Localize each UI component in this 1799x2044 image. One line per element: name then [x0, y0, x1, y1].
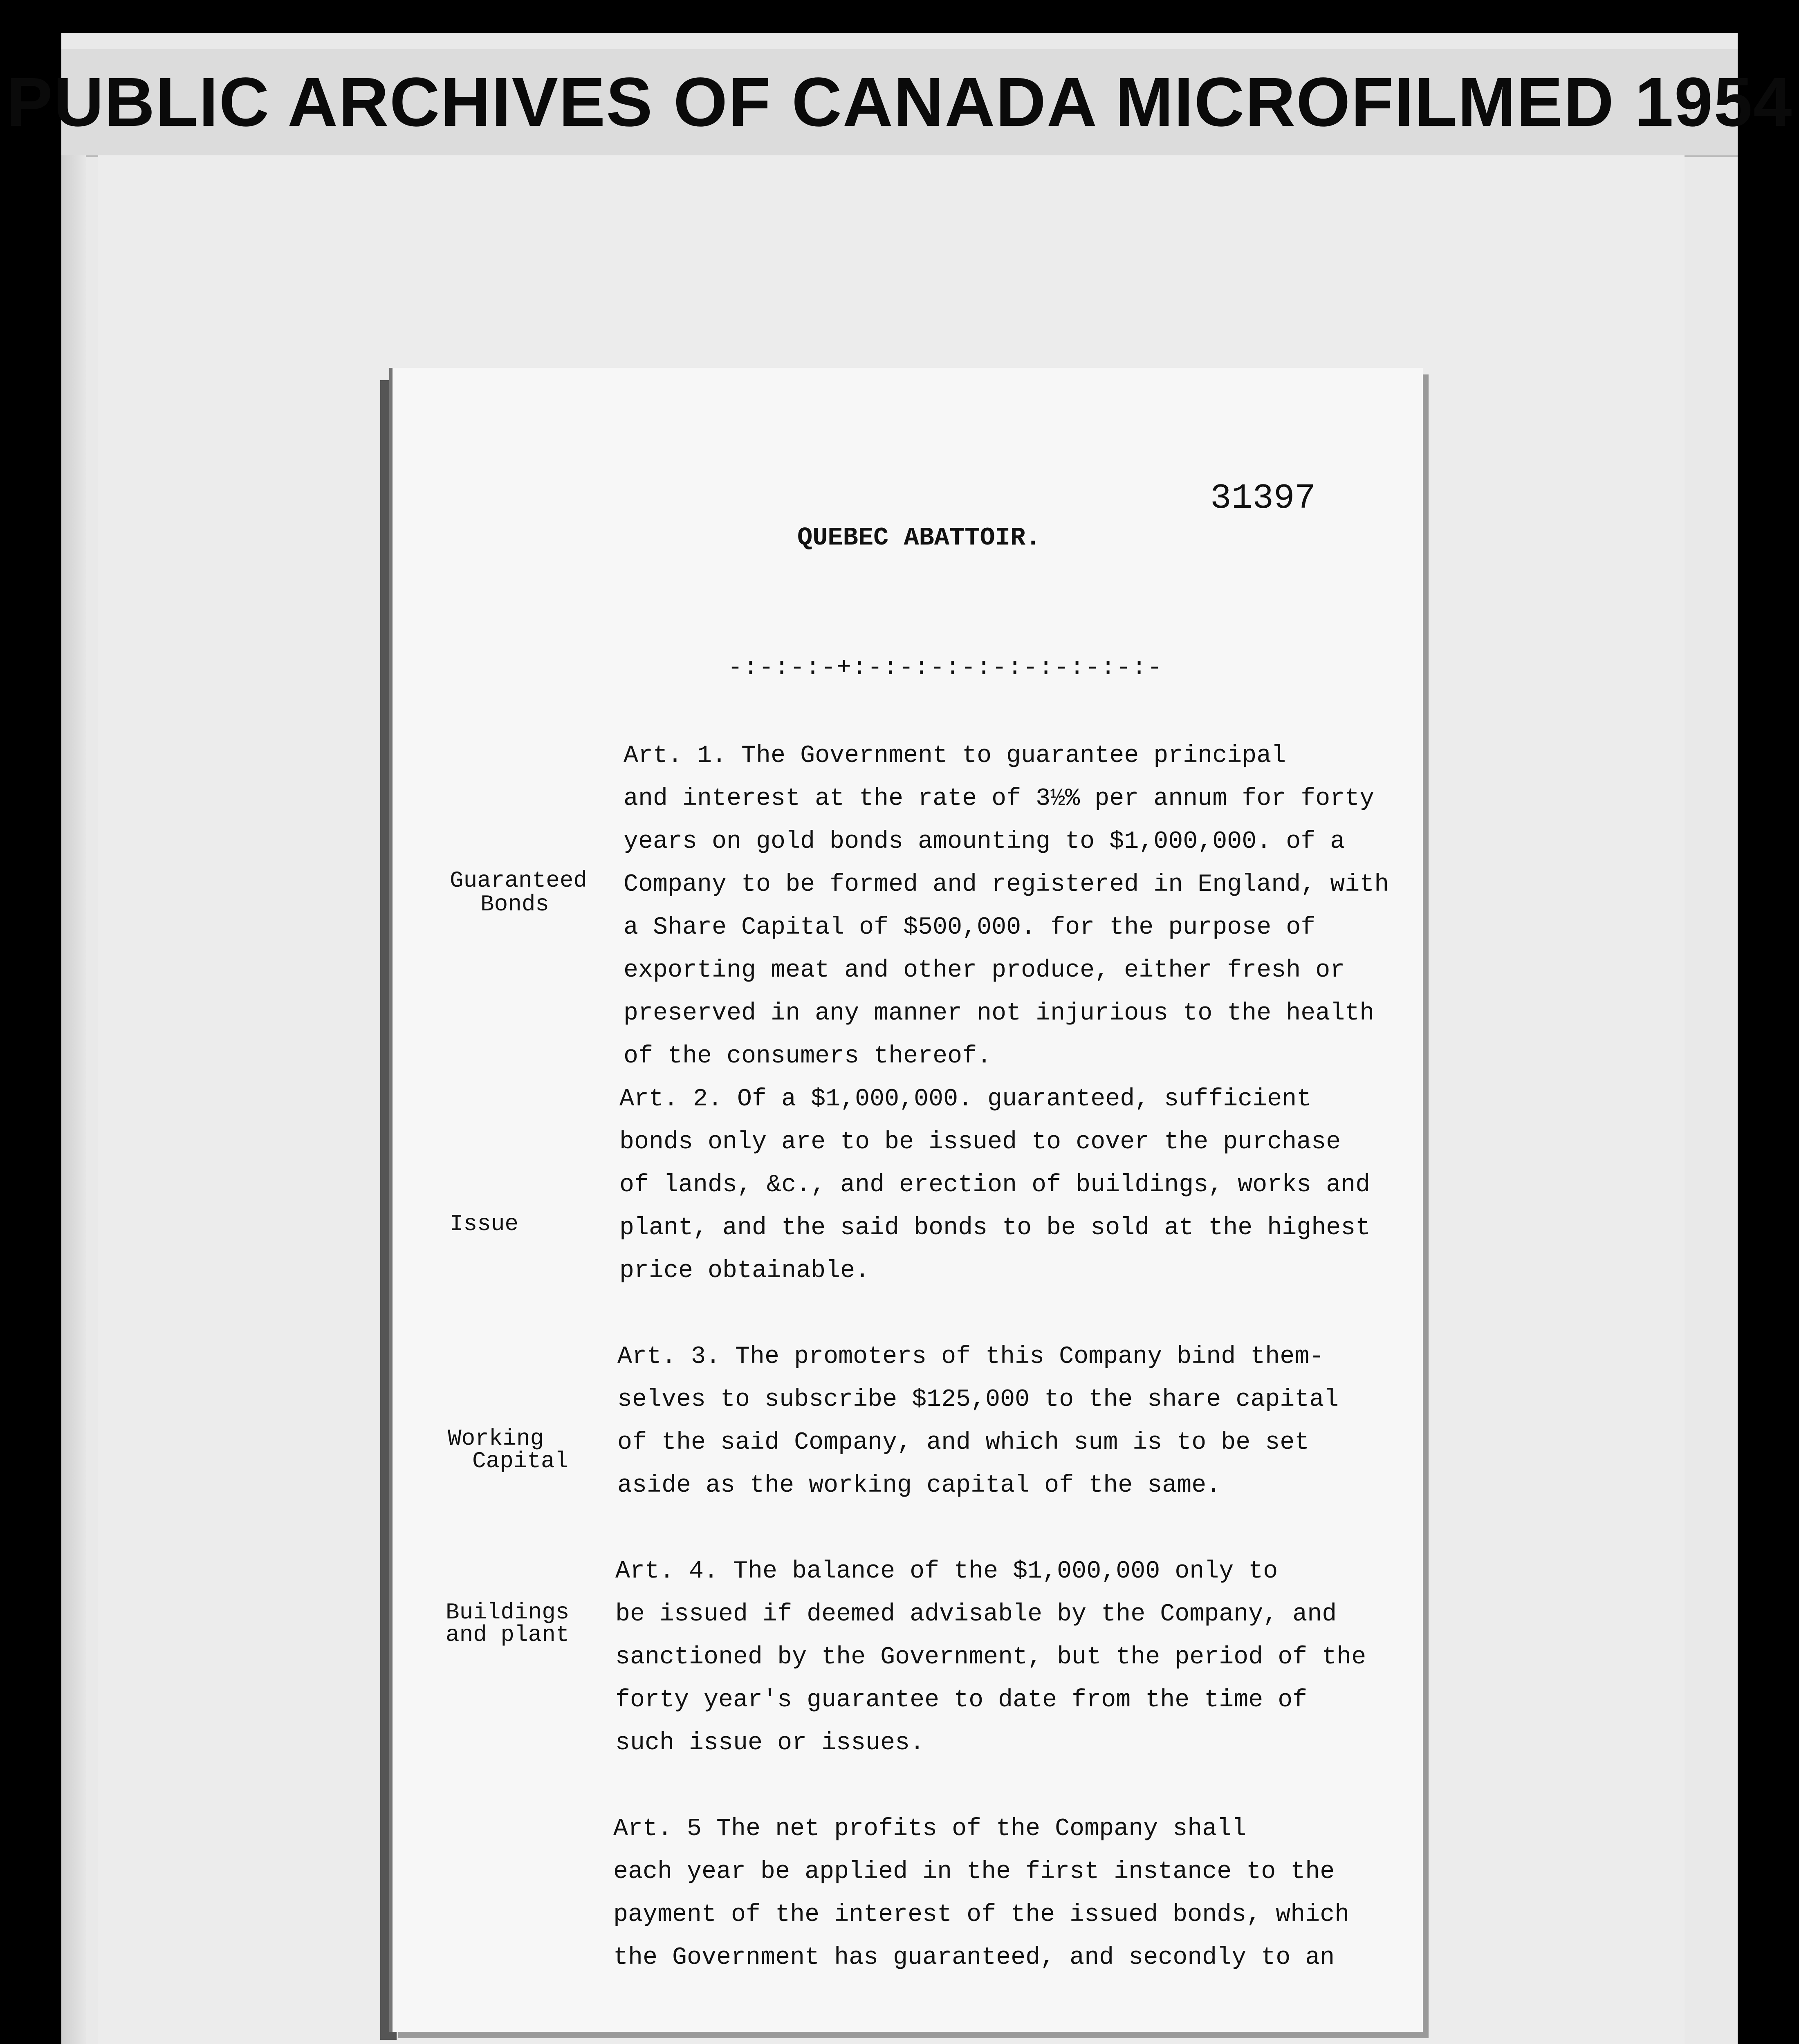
- archive-banner: [6, 49, 1793, 157]
- text-line: Art. 2. Of a $1,000,000. guaranteed, sufficient: [619, 1085, 1312, 1113]
- text-line: and interest at the rate of 3½% per annum for forty: [624, 785, 1375, 813]
- text-line: years on gold bonds amounting to $1,000,000. of a: [624, 828, 1345, 856]
- text-line: a Share Capital of $500,000. for the purpose of: [624, 914, 1316, 941]
- text-line: plant, and the said bonds to be sold at the highest: [619, 1214, 1371, 1242]
- separator-line: -:-:-:-+:-:-:-:-:-:-:-:-:-:-: [728, 654, 1163, 682]
- text-line: of the consumers thereof.: [624, 1042, 992, 1070]
- text-line: Art. 4. The balance of the $1,000,000 only to: [615, 1558, 1278, 1585]
- text-line: exporting meat and other produce, either fresh or: [624, 957, 1345, 984]
- text-line: sanctioned by the Government, but the period of the: [615, 1643, 1366, 1671]
- text-line: Art. 5 The net profits of the Company shall: [613, 1815, 1247, 1843]
- typed-document: [393, 368, 1423, 2032]
- text-line: preserved in any manner not injurious to the health: [624, 1000, 1375, 1027]
- text-line: Art. 3. The promoters of this Company bind them-: [617, 1343, 1324, 1371]
- text-line: payment of the interest of the issued bonds, which: [613, 1901, 1350, 1929]
- text-line: of the said Company, and which sum is to be set: [617, 1429, 1310, 1457]
- margin-note-buildings: Buildings: [446, 1599, 570, 1625]
- document-title: QUEBEC ABATTOIR.: [797, 523, 1041, 552]
- document-number: 31397: [1210, 478, 1316, 518]
- text-line: such issue or issues.: [615, 1729, 925, 1757]
- margin-note-plant: and plant: [446, 1622, 570, 1648]
- margin-note-guaranteed: Guaranteed: [450, 867, 588, 894]
- text-line: bonds only are to be issued to cover the purchase: [619, 1128, 1341, 1156]
- text-line: be issued if deemed advisable by the Company, and: [615, 1600, 1337, 1628]
- text-line: Company to be formed and registered in England, with: [624, 871, 1389, 899]
- text-line: forty year's guarantee to date from the time of: [615, 1686, 1308, 1714]
- text-line: aside as the working capital of the same.: [617, 1472, 1221, 1499]
- text-line: selves to subscribe $125,000 to the share capital: [617, 1386, 1339, 1414]
- margin-note-working: Working: [448, 1425, 544, 1452]
- margin-note-bonds: Bonds: [480, 891, 550, 917]
- text-line: price obtainable.: [619, 1257, 870, 1285]
- margin-note-capital: Capital: [472, 1448, 569, 1474]
- text-line: Art. 1. The Government to guarantee principal: [624, 742, 1286, 770]
- margin-note-issue: Issue: [450, 1211, 519, 1237]
- text-line: each year be applied in the first instance to the: [613, 1858, 1335, 1886]
- text-line: of lands, &c., and erection of buildings, works and: [619, 1171, 1371, 1199]
- text-line: the Government has guaranteed, and secondly to an: [613, 1944, 1335, 1972]
- banner-text: PUBLIC ARCHIVES OF CANADA MICROFILMED 1954: [6, 63, 1793, 141]
- mount-edge: [61, 155, 86, 2044]
